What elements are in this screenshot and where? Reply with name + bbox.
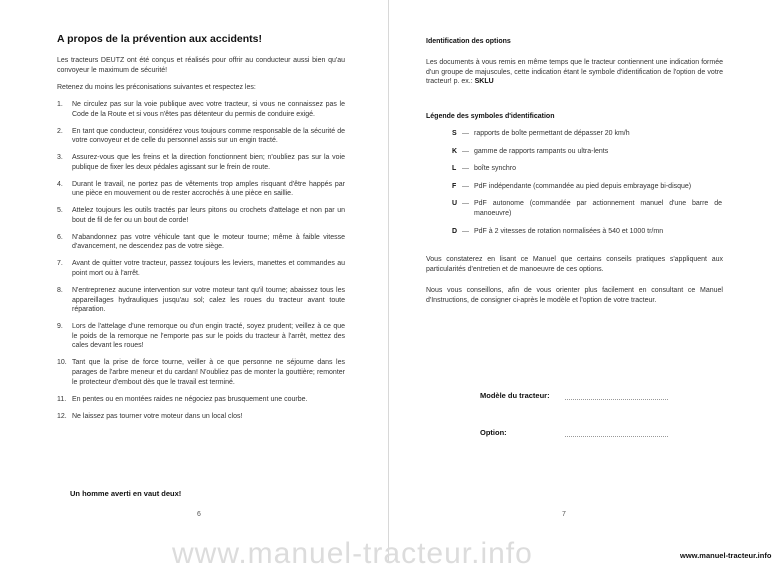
left-intro: Les tracteurs DEUTZ ont été conçus et réalisés pour offrir au conducteur aussi bien qu'au convoyeur le maximum de sécurité! [57, 57, 345, 74]
page-number-left: 6 [197, 511, 201, 518]
right-paragraph-2: Vous constaterez en lisant ce Manuel que certains conseils pratiques s'appliquent aux particularités d'entretien et de manoeuvre de ces options. [426, 256, 723, 273]
list-item-text: Attelez toujours les outils tractés par leurs pitons ou crochets d'attelage et non par un bout de fil de fer ou un bout de corde! [72, 207, 345, 224]
list-item [57, 127, 345, 146]
list-item-number: 6. [57, 233, 63, 241]
legend-code: U [452, 200, 458, 208]
legend-code: L [452, 165, 457, 173]
page-gutter [388, 0, 389, 562]
legend-code: S [452, 130, 457, 137]
legend-code: K [452, 147, 458, 155]
watermark-url: www.manuel-tracteur.info [680, 551, 772, 560]
list-item-text: Ne laissez pas tourner votre moteur dans un local clos! [72, 412, 243, 420]
left-intro-2: Retenez du moins les préconisations suivantes et respectez les: [57, 84, 256, 91]
right-paragraph-3: Nous vous conseillons, afin de vous orienter plus facilement en consultant ce Manuel d'Instructions, de consigner ci-après le modèle et l'option de votre tracteur. [426, 287, 723, 304]
legend-text: PdF autonome (commandée par actionnement manuel d'une barre de manoeuvre) [474, 200, 722, 217]
list-item-number: 3. [57, 154, 63, 162]
legend-dash: — [462, 182, 469, 190]
list-item-number: 12. [57, 412, 67, 420]
list-item-text: Assurez-vous que les freins et la direction fonctionnent bien; n'oubliez pas sur la voie publique de fixer les deux pédales agissant sur le frein de route. [72, 154, 345, 171]
list-item-number: 9. [57, 323, 63, 331]
legend-dash: — [462, 165, 469, 173]
legend-dash: — [462, 147, 469, 155]
left-page-title: A propos de la prévention aux accidents! [57, 33, 262, 45]
list-item [57, 100, 345, 119]
list-item-number: 2. [57, 127, 63, 135]
list-item [57, 153, 345, 172]
legend-item [452, 199, 722, 218]
list-item [57, 286, 345, 315]
list-item-text: Tant que la prise de force tourne, veiller à ce que personne ne séjourne dans les parages de l'arbre meneur et du cardan! N'oubliez pas de monter la gouttière; remonter le protecteur d'embout dès que le travail est terminé. [72, 359, 345, 386]
list-item-number: 8. [57, 287, 63, 295]
right-page-title: Identification des options [426, 38, 511, 45]
legend-dash: — [462, 200, 469, 208]
legend-dash: — [462, 227, 469, 235]
option-code-example: SKLU [474, 78, 494, 86]
legend-text: PdF à 2 vitesses de rotation normalisées à 540 et 1000 tr/mn [474, 227, 664, 235]
list-item [57, 322, 345, 351]
list-item-number: 5. [57, 207, 63, 215]
legend-dash: — [462, 130, 469, 137]
page-number-right: 7 [562, 511, 566, 518]
legend-text: gamme de rapports rampants ou ultra-lents [474, 147, 609, 155]
list-item-number: 11. [57, 395, 67, 403]
list-item-text: En pentes ou en montées raides ne négociez pas brusquement une courbe. [72, 395, 308, 403]
list-item [57, 206, 345, 225]
list-item-text: Avant de quitter votre tracteur, passez toujours les leviers, manettes et commandes au point mort ou à l'arrêt. [72, 260, 345, 278]
legend-item [452, 129, 722, 139]
right-intro-text: Les documents à vous remis en même temps que le tracteur contiennent une indication formée d'un groupe de majuscules, cette indication étant le symbole d'identification de l'option de votre tracteur! p. ex.: [426, 59, 723, 86]
accident-prevention-list [57, 100, 345, 429]
list-item-number: 10. [57, 359, 67, 367]
legend-text: rapports de boîte permettant de dépasser 20 km/h [474, 130, 630, 137]
model-fill-line [565, 399, 668, 400]
option-label: Option: [480, 428, 507, 437]
list-item-text: N'entreprenez aucune intervention sur votre moteur tant qu'il tourne; abaissez tous les appareillages hydrauliques jusqu'au sol; calez les roues du tracteur avant toute réparation. [72, 287, 345, 314]
list-item [57, 395, 345, 405]
list-item-text: En tant que conducteur, considérez vous toujours comme responsable de la sécurité de votre convoyeur et de celle du personnel assis sur un engin tracté. [72, 127, 345, 145]
list-item [57, 180, 345, 199]
list-item-text: Ne circulez pas sur la voie publique avec votre tracteur, si vous ne connaissez pas le Code de la Route et si vous n'êtes pas détenteur du permis de conduire exigé. [72, 101, 345, 118]
legend-text: PdF indépendante (commandée au pied depuis embrayage bi-disque) [474, 182, 692, 190]
legend-title: Légende des symboles d'identification [426, 113, 555, 120]
right-intro [426, 58, 723, 87]
legend-code: D [452, 227, 458, 235]
list-item-number: 7. [57, 260, 63, 268]
watermark-large: www.manuel-tracteur.info [172, 537, 533, 570]
legend-text: boîte synchro [474, 165, 517, 173]
list-item-text: Lors de l'attelage d'une remorque ou d'un engin tracté, soyez prudent; veillez à ce que le poids de la remorque ne l'emporte pas sur le poids du tracteur à l'arrêt, mettez des cales devant les roues! [72, 323, 345, 350]
legend-item [452, 227, 722, 237]
option-fill-line [565, 436, 668, 437]
list-item-text: N'abandonnez pas votre véhicule tant que le moteur tourne; même à faible vitesse d'avancement, ne descendez pas de votre siège. [72, 233, 345, 251]
list-item [57, 259, 345, 278]
list-item [57, 412, 345, 422]
list-item [57, 233, 345, 252]
legend-item [452, 164, 722, 174]
legend-code: F [452, 182, 457, 190]
closing-motto: Un homme averti en vaut deux! [70, 489, 182, 498]
legend-item [452, 182, 722, 192]
list-item-number: 1. [57, 101, 63, 108]
list-item-number: 4. [57, 180, 63, 188]
list-item-text: Durant le travail, ne portez pas de vêtements trop amples risquant d'être happés par une pièce en mouvement ou de rester accrochés à une pièce en saillie. [72, 180, 345, 198]
symbol-legend [452, 129, 722, 244]
model-label: Modèle du tracteur: [480, 391, 550, 400]
list-item [57, 358, 345, 387]
legend-item [452, 147, 722, 157]
